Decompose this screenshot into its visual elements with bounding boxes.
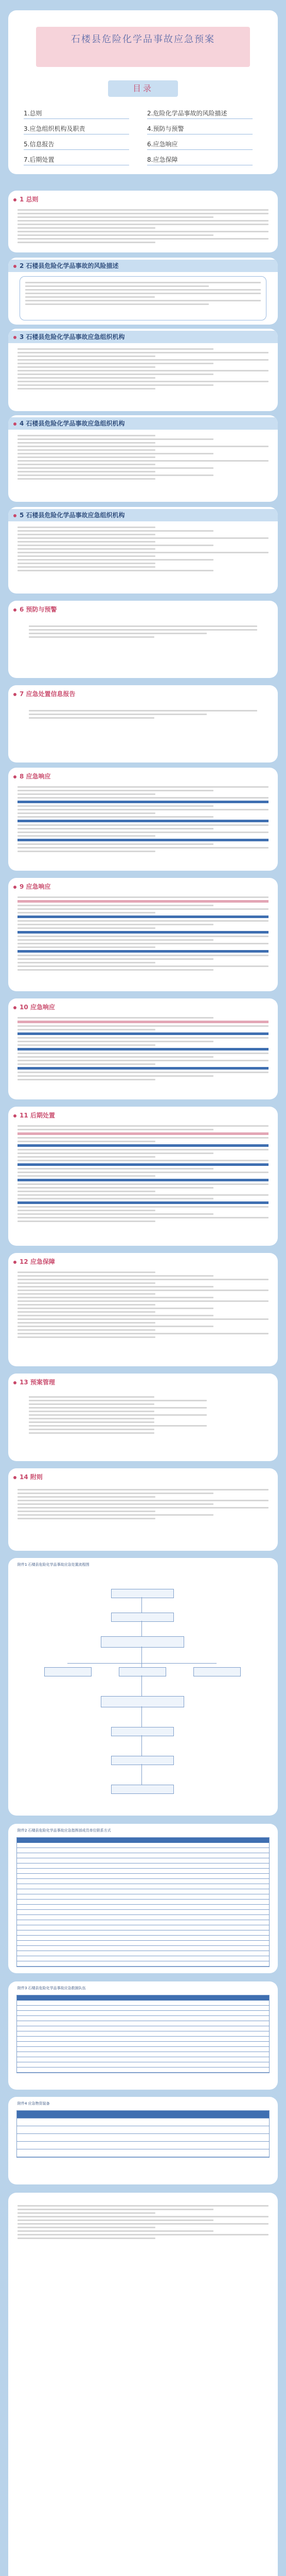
section-title: 3 石楼县危险化学品事故应急组织机构 xyxy=(13,331,125,343)
section-card xyxy=(8,685,278,762)
section-body xyxy=(17,1123,269,1224)
team-table xyxy=(16,1995,270,2073)
section-title: 6 预防与预警 xyxy=(13,604,57,615)
section-body xyxy=(17,1487,269,1521)
flow-node xyxy=(111,1589,174,1598)
flowchart-card xyxy=(8,1558,278,1816)
section-card xyxy=(8,1374,278,1461)
flow-node xyxy=(193,1667,241,1676)
section-title: 1 总则 xyxy=(13,194,39,205)
section-card xyxy=(8,191,278,252)
section-card xyxy=(8,258,278,325)
section-title: 4 石楼县危险化学品事故应急组织机构 xyxy=(13,418,125,429)
title-card xyxy=(8,10,278,174)
section-card xyxy=(8,1253,278,1366)
flowchart-title: 附件1 石楼县危险化学品事故应急处置流程图 xyxy=(17,1563,90,1567)
flow-node xyxy=(119,1667,166,1676)
section-title: 14 附则 xyxy=(13,1471,43,1483)
table-card xyxy=(8,2097,278,2184)
section-body xyxy=(17,1269,269,1340)
toc-item[interactable]: 7.后期处置 xyxy=(24,155,129,165)
table-title: 附件2 石楼县危险化学品事故应急指挥部成员单位联系方式 xyxy=(17,1828,111,1833)
section-card xyxy=(8,2193,278,2576)
section-title: 2 石楼县危险化学品事故的风险描述 xyxy=(13,260,119,272)
section-title: 12 应急保障 xyxy=(13,1256,55,1267)
section-title: 11 后期处置 xyxy=(13,1110,55,1121)
flow-node xyxy=(111,1785,174,1794)
flow-node xyxy=(44,1667,92,1676)
flow-node xyxy=(111,1613,174,1622)
table-title: 附件3 石楼县危险化学品事故应急救援队伍 xyxy=(17,1986,86,1990)
section-title: 8 应急响应 xyxy=(13,771,51,782)
table-title: 附件4 应急物资装备 xyxy=(17,2102,50,2106)
toc-item[interactable]: 6.应急响应 xyxy=(147,139,253,150)
flow-node xyxy=(111,1727,174,1736)
section-body xyxy=(17,1015,269,1082)
toc-item[interactable]: 2.危险化学品事故的风险描述 xyxy=(147,108,253,119)
section-card xyxy=(8,1107,278,1246)
toc-item[interactable]: 3.应急组织机构及职责 xyxy=(24,124,129,134)
contact-table xyxy=(16,1837,270,1967)
section-body xyxy=(29,1394,257,1436)
flow-node xyxy=(101,1696,184,1707)
toc-item[interactable]: 4.预防与预警 xyxy=(147,124,253,134)
section-body xyxy=(17,433,269,482)
section-card xyxy=(8,329,278,411)
section-title: 7 应急处置信息报告 xyxy=(13,688,76,700)
toc-item[interactable]: 8.应急保障 xyxy=(147,155,253,165)
table-card xyxy=(8,1981,278,2090)
section-body xyxy=(17,524,269,573)
page-title: 石楼县危险化学品事故应急预案 xyxy=(36,27,250,67)
section-card xyxy=(8,998,278,1099)
section-body xyxy=(29,708,257,721)
section-box xyxy=(20,276,266,320)
section-body xyxy=(17,207,269,245)
section-body xyxy=(17,784,269,854)
table-card xyxy=(8,1824,278,1973)
section-title: 5 石楼县危险化学品事故应急组织机构 xyxy=(13,510,125,521)
section-card xyxy=(8,1468,278,1551)
section-title: 13 预案管理 xyxy=(13,1377,55,1388)
toc-item[interactable]: 5.信息报告 xyxy=(24,139,129,150)
section-title: 9 应急响应 xyxy=(13,881,51,892)
flow-node xyxy=(111,1756,174,1765)
section-body xyxy=(17,2203,269,2241)
section-card xyxy=(8,507,278,594)
flow-node xyxy=(101,1636,184,1648)
supplies-table xyxy=(16,2110,270,2158)
section-card xyxy=(8,601,278,678)
section-card xyxy=(8,415,278,502)
section-title: 10 应急响应 xyxy=(13,1002,55,1013)
toc-heading: 目录 xyxy=(108,80,178,97)
section-body xyxy=(17,346,269,392)
section-card xyxy=(8,878,278,991)
toc-item[interactable]: 1.总则 xyxy=(24,108,129,119)
section-body xyxy=(29,623,257,640)
section-card xyxy=(8,768,278,871)
section-body xyxy=(17,894,269,973)
